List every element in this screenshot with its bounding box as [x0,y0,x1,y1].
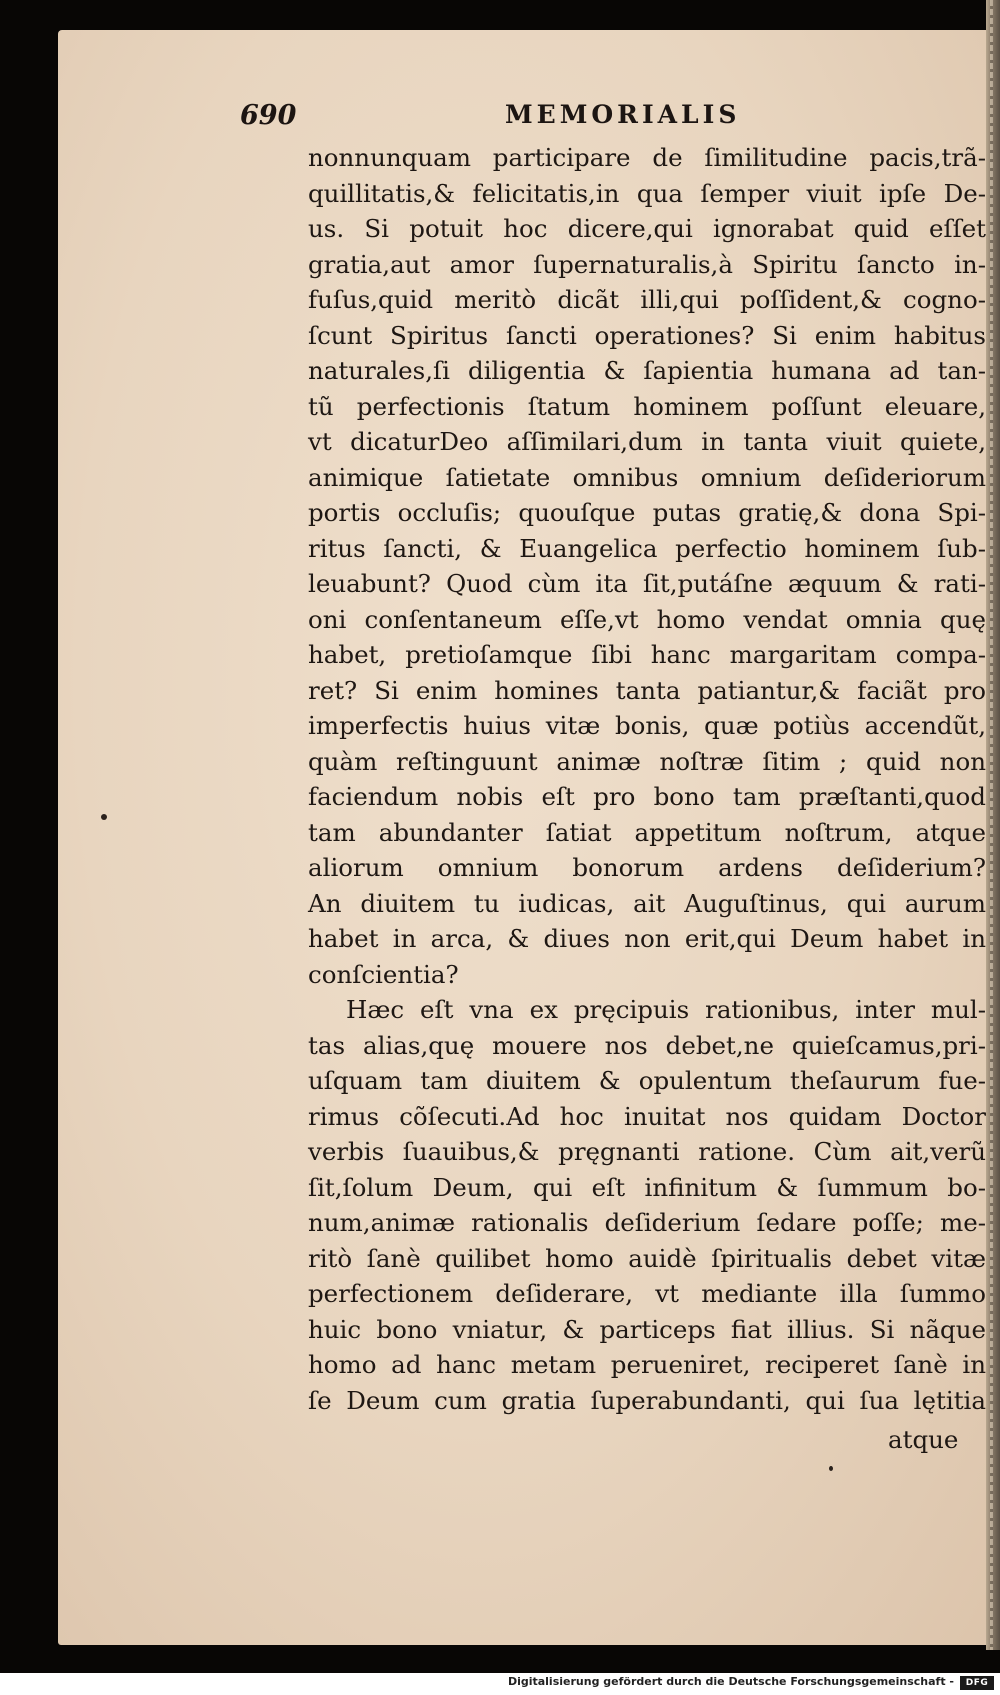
text-line: ritus ſancti, & Euangelica perfectio hominem ſub- [308,533,986,563]
dfg-logo: DFG [960,1676,994,1690]
text-line: naturales,ſi diligentia & ſapientia humana ad tan- [308,356,986,385]
footer-bar [0,1673,1000,1695]
text-line: ritò ſanè quilibet homo auidè ſpiritualis debet vitæ [308,1243,986,1273]
footer-credit: Digitalisierung gefördert durch die Deutsche Forschungsgemeinschaft - [507,1675,954,1688]
text-line: tam abundanter ſatiat appetitum noſtrum, atque [308,817,986,847]
text-line: gratia,aut amor ſupernaturalis,à Spiritu ſancto in- [308,249,986,279]
text-line: verbis ſuauibus,& pręgnanti ratione. Cùm ait,verũ [308,1137,986,1166]
main-text [308,140,986,1418]
text-line: imperfectis huius vitæ bonis, quæ potiùs accendũt, [308,711,986,740]
text-line: num,animæ rationalis deſiderium ſedare poſſe; me- [308,1208,986,1237]
text-line: tũ perfectionis ſtatum hominem poſſunt eleuare, [308,391,986,421]
text-line: ſit,ſolum Deum, qui eſt infinitum & ſummum bo- [308,1172,986,1202]
text-line: habet in arca, & diues non erit,qui Deum habet in [308,924,986,953]
text-line: aliorum omnium bonorum ardens deſiderium? [308,853,986,882]
text-line: rimus cõſecuti.Ad hoc inuitat nos quidam Doctor [308,1101,986,1131]
text-line: leuabunt? Quod cùm ita ſit,putáſne æquum & rati- [308,569,986,598]
text-line: fuſus,quid meritò dicãt illi,qui poſſident,& cogno- [308,285,986,314]
ink-spot [101,814,107,820]
text-line: homo ad hanc metam perueniret, reciperet ſanè in [308,1350,986,1379]
catchword: atque [888,1425,959,1454]
text-line: ſcunt Spiritus ſancti operationes? Si enim habitus [308,320,986,350]
text-line: ſe Deum cum gratia ſuperabundanti, qui ſua lętitia [308,1385,986,1415]
ink-spot [829,1466,833,1471]
text-line: habet, pretioſamque ſibi hanc margaritam compa- [308,640,986,669]
text-line: tas alias,quę mouere nos debet,ne quieſcamus,pri- [308,1030,986,1060]
running-head: MEMORIALIS [505,100,741,129]
text-line: animique ſatietate omnibus omnium deſideriorum [308,462,986,492]
text-line: conſcientia? [308,959,459,989]
text-line: oni conſentaneum eſſe,vt homo vendat omnia quę [308,604,986,634]
text-line: uſquam tam diuitem & opulentum theſaurum fue- [308,1066,986,1095]
text-line: portis occluſis; quouſque putas gratię,& dona Spi- [308,498,986,527]
page-number: 690 [240,100,297,131]
text-line: quàm reſtinguunt animæ noſtræ ſitim ; quid non [308,746,986,776]
text-line: us. Si potuit hoc dicere,qui ignorabat quid eſſet [308,214,986,243]
page-header [240,100,940,136]
text-line: vt dicaturDeo aſſimilari,dum in tanta viuit quiete, [308,427,986,456]
text-line: huic bono vniatur, & particeps fiat illius. Si nãque [308,1314,986,1344]
text-line: faciendum nobis eſt pro bono tam præſtanti,quod [308,782,986,811]
text-line: ret? Si enim homines tanta patiantur,& faciãt pro [308,675,986,705]
text-line: perfectionem deſiderare, vt mediante illa ſummo [308,1279,986,1308]
text-line: quillitatis,& felicitatis,in qua ſemper viuit ipſe De- [308,178,986,208]
page-edge [986,0,1000,1650]
text-line: An diuitem tu iudicas, ait Auguſtinus, qui aurum [308,888,986,918]
text-line: nonnunquam participare de ſimilitudine pacis,trã- [308,143,986,172]
paragraph-start-line: Hæc eſt vna ex pręcipuis rationibus, inter mul- [346,995,986,1024]
